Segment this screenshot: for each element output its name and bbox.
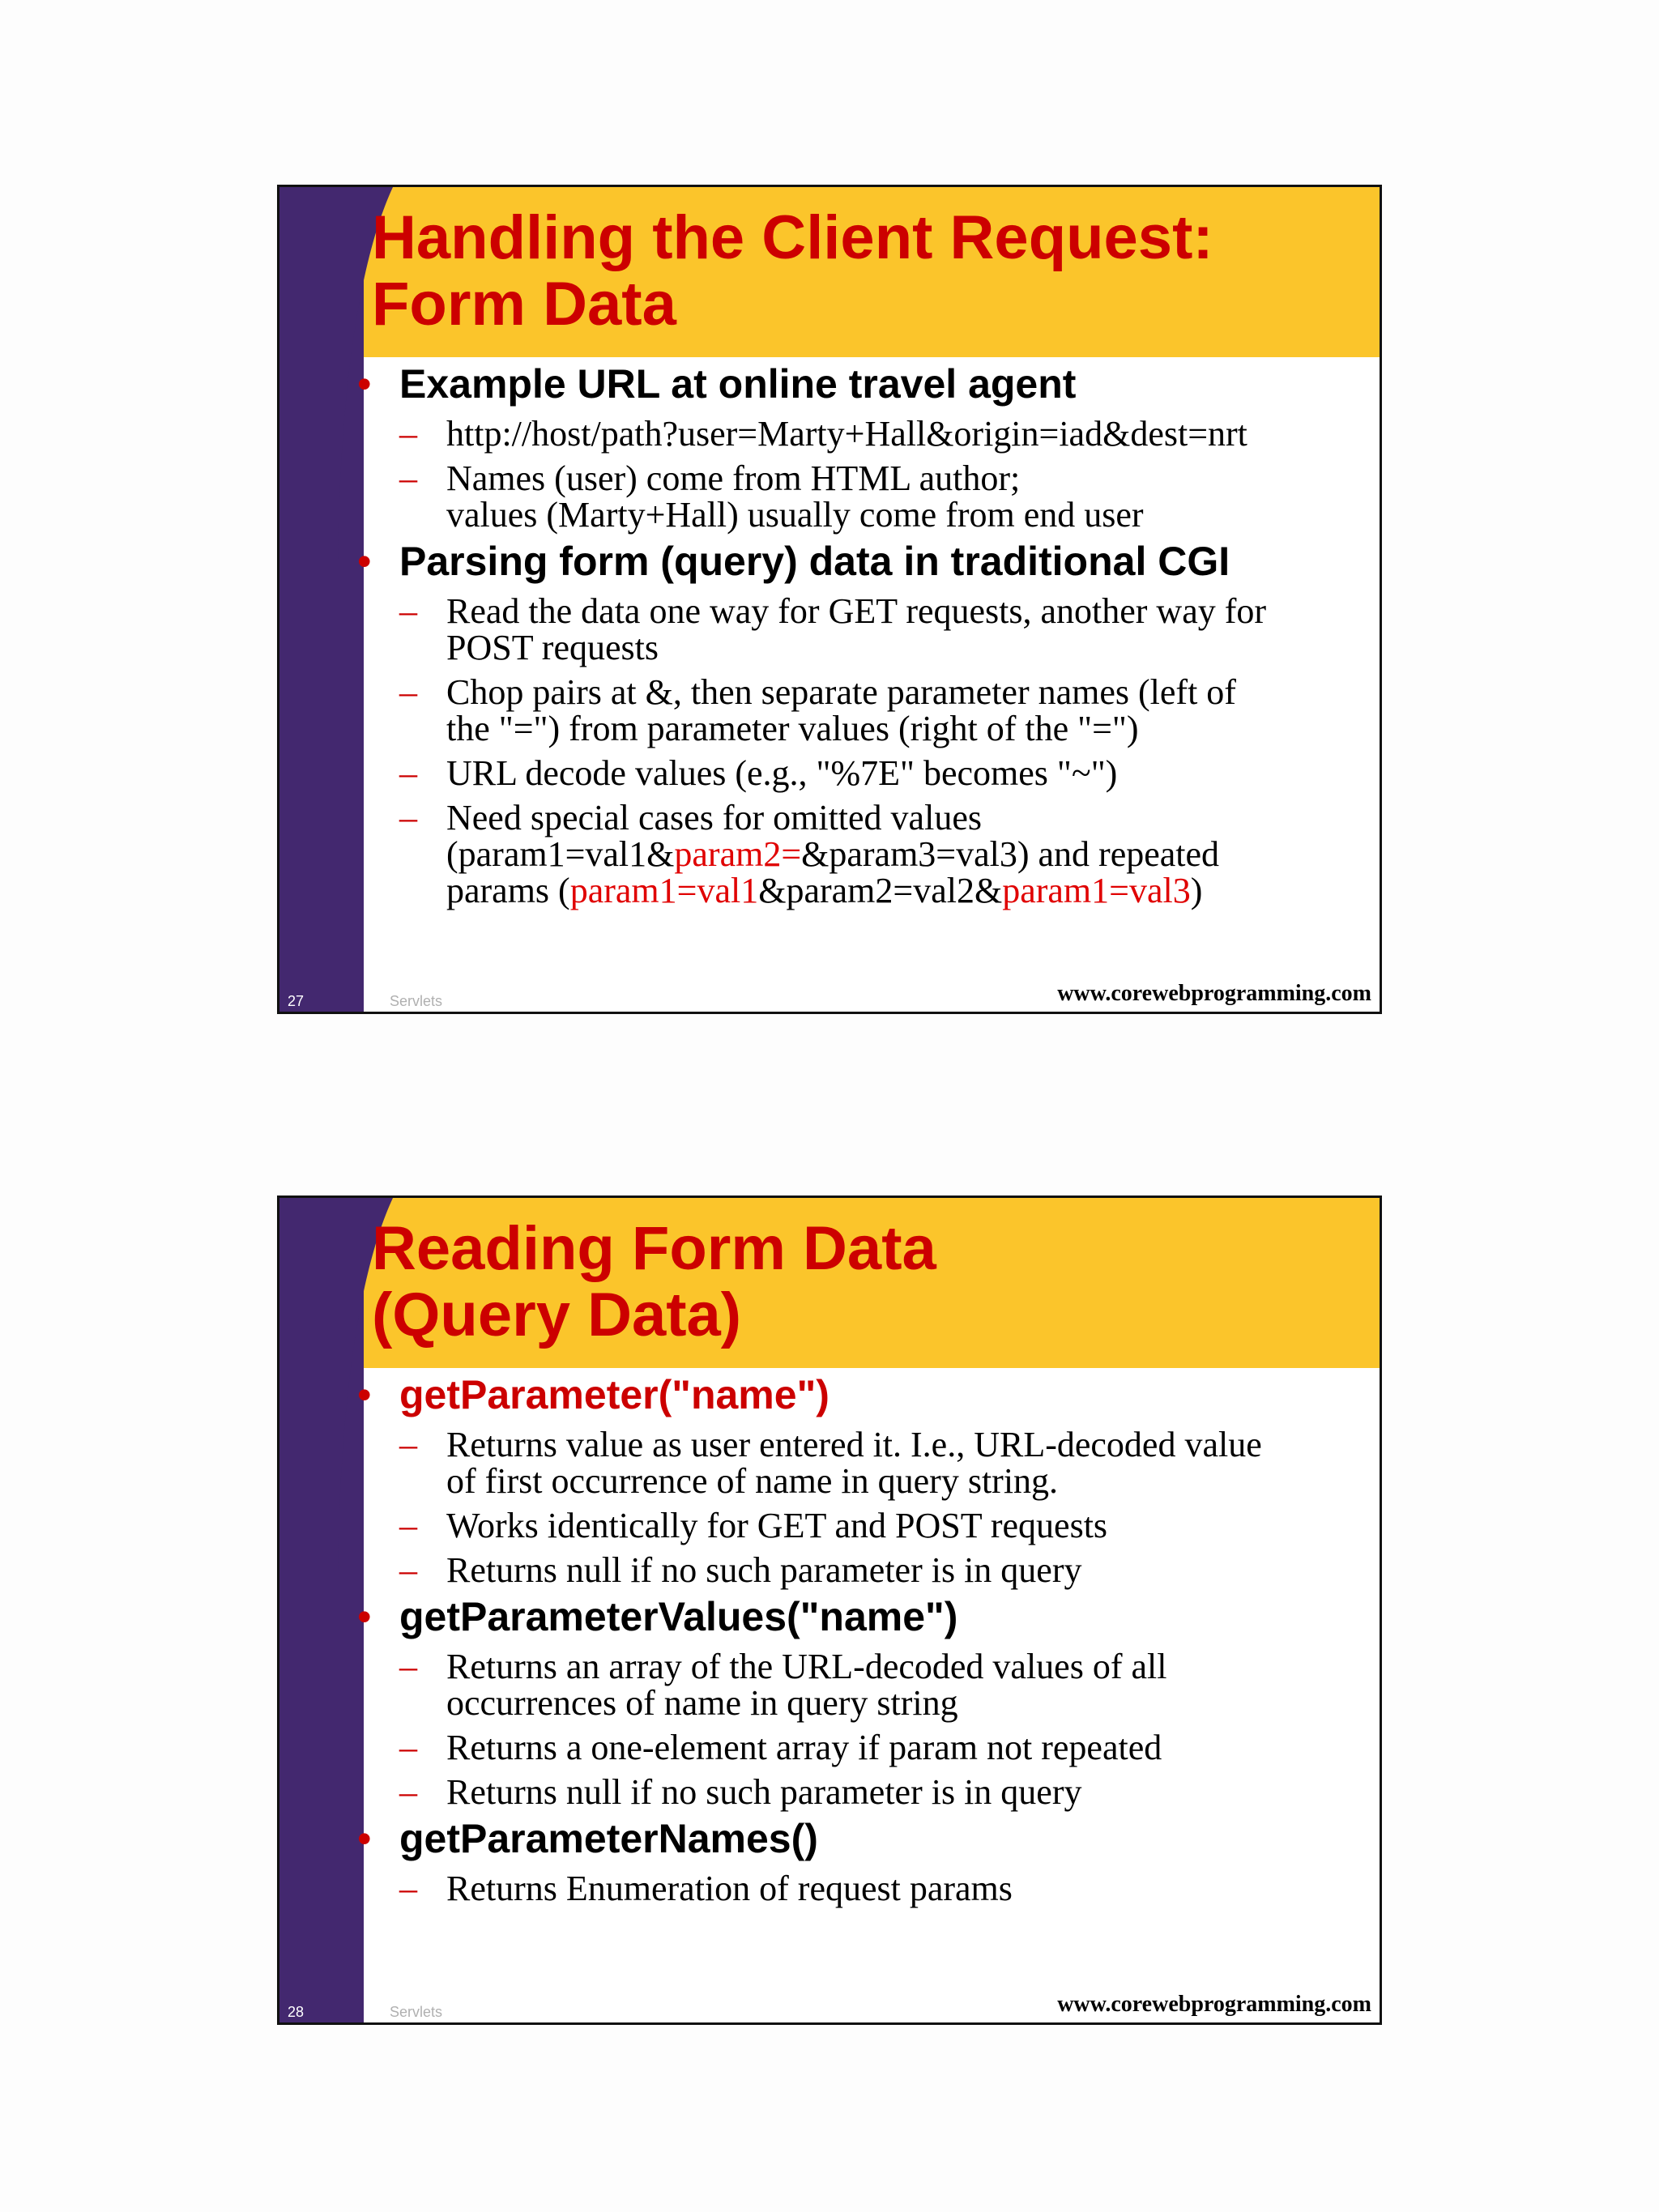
sub-item xyxy=(354,1774,1358,1810)
bullet-item: • getParameterValues("name") xyxy=(354,1593,1358,1640)
slide-title-line2: Form Data xyxy=(372,270,676,339)
sub-item xyxy=(354,799,1358,909)
slide-number: 27 xyxy=(288,993,305,1009)
slide-title-line1: Handling the Client Request: xyxy=(372,203,1213,272)
sub-item-text: – Returns a one-element array if param not repeated xyxy=(446,1728,1162,1767)
text-span: (param1=val1& xyxy=(446,834,675,874)
sub-item xyxy=(354,593,1358,666)
sub-item-line: values (Marty+Hall) usually come from end user xyxy=(446,495,1144,535)
sub-item-text: – http://host/path?user=Marty+Hall&origin=iad&dest=nrt xyxy=(446,414,1247,454)
text-span: ) xyxy=(1190,871,1203,910)
sub-item-line: POST requests xyxy=(446,628,659,667)
slide-27 xyxy=(277,185,1382,1014)
slide-title-line1: Reading Form Data xyxy=(372,1214,936,1283)
sub-item-text: – Returns null if no such parameter is in query xyxy=(446,1550,1082,1590)
bullet-item: • Example URL at online travel agent xyxy=(354,360,1358,407)
sub-item-line: the "=") from parameter values (right of the "=") xyxy=(446,709,1139,748)
sub-item-text: – Returns null if no such parameter is in query xyxy=(446,1772,1082,1812)
text-span: &param3=val3) and repeated xyxy=(801,834,1220,874)
sub-item xyxy=(354,674,1358,747)
footer-url: www.corewebprogramming.com xyxy=(1057,1992,1371,2017)
sub-item xyxy=(354,1507,1358,1544)
bullet-item: • getParameterNames() xyxy=(354,1815,1358,1862)
sub-item xyxy=(354,1426,1358,1499)
sub-item-line xyxy=(446,872,1358,909)
sub-item-text: – Returns Enumeration of request params xyxy=(446,1869,1013,1908)
section-label: Servlets xyxy=(390,993,443,1009)
sub-item-line: – Names (user) come from HTML author; xyxy=(446,458,1021,498)
bullet-item: • getParameter("name") xyxy=(354,1371,1358,1418)
sub-item-text: – Works identically for GET and POST requests xyxy=(446,1506,1108,1545)
sub-item xyxy=(354,1729,1358,1766)
highlight-span: param2= xyxy=(674,834,802,874)
sub-item-line: of first occurrence of name in query string. xyxy=(446,1461,1059,1501)
slide-body xyxy=(354,356,1358,909)
sub-item-line: – Chop pairs at &, then separate parameter names (left of xyxy=(446,672,1236,712)
footer-url: www.corewebprogramming.com xyxy=(1057,981,1371,1006)
slide-title-line2: (Query Data) xyxy=(372,1281,742,1349)
sub-item-line: – Returns value as user entered it. I.e., URL-decoded value xyxy=(446,1425,1262,1464)
text-span: &param2=val2& xyxy=(758,871,1003,910)
bullet-item: • Parsing form (query) data in traditional CGI xyxy=(354,538,1358,585)
sub-item-line: – Need special cases for omitted values xyxy=(446,798,982,837)
highlight-span: param1=val3 xyxy=(1002,871,1191,910)
text-span: params ( xyxy=(446,871,570,910)
section-label: Servlets xyxy=(390,2004,443,2020)
sub-item-line xyxy=(446,836,1358,872)
slide-body xyxy=(354,1366,1358,1907)
sub-item-text: – URL decode values (e.g., "%7E" becomes "~") xyxy=(446,753,1118,793)
slide-28 xyxy=(277,1196,1382,2025)
slide-number: 28 xyxy=(288,2004,305,2020)
sub-item xyxy=(354,1870,1358,1907)
slide-title xyxy=(372,205,1344,338)
sub-item xyxy=(354,755,1358,791)
sub-item xyxy=(354,1648,1358,1721)
slide-title xyxy=(372,1216,1344,1349)
sub-item-line: occurrences of name in query string xyxy=(446,1683,958,1723)
highlight-span: param1=val1 xyxy=(569,871,759,910)
sub-item xyxy=(354,460,1358,533)
sub-item xyxy=(354,416,1358,452)
sub-item-line: – Returns an array of the URL-decoded values of all xyxy=(446,1647,1167,1686)
sub-item xyxy=(354,1552,1358,1588)
sub-item-line: – Read the data one way for GET requests, another way for xyxy=(446,591,1267,631)
